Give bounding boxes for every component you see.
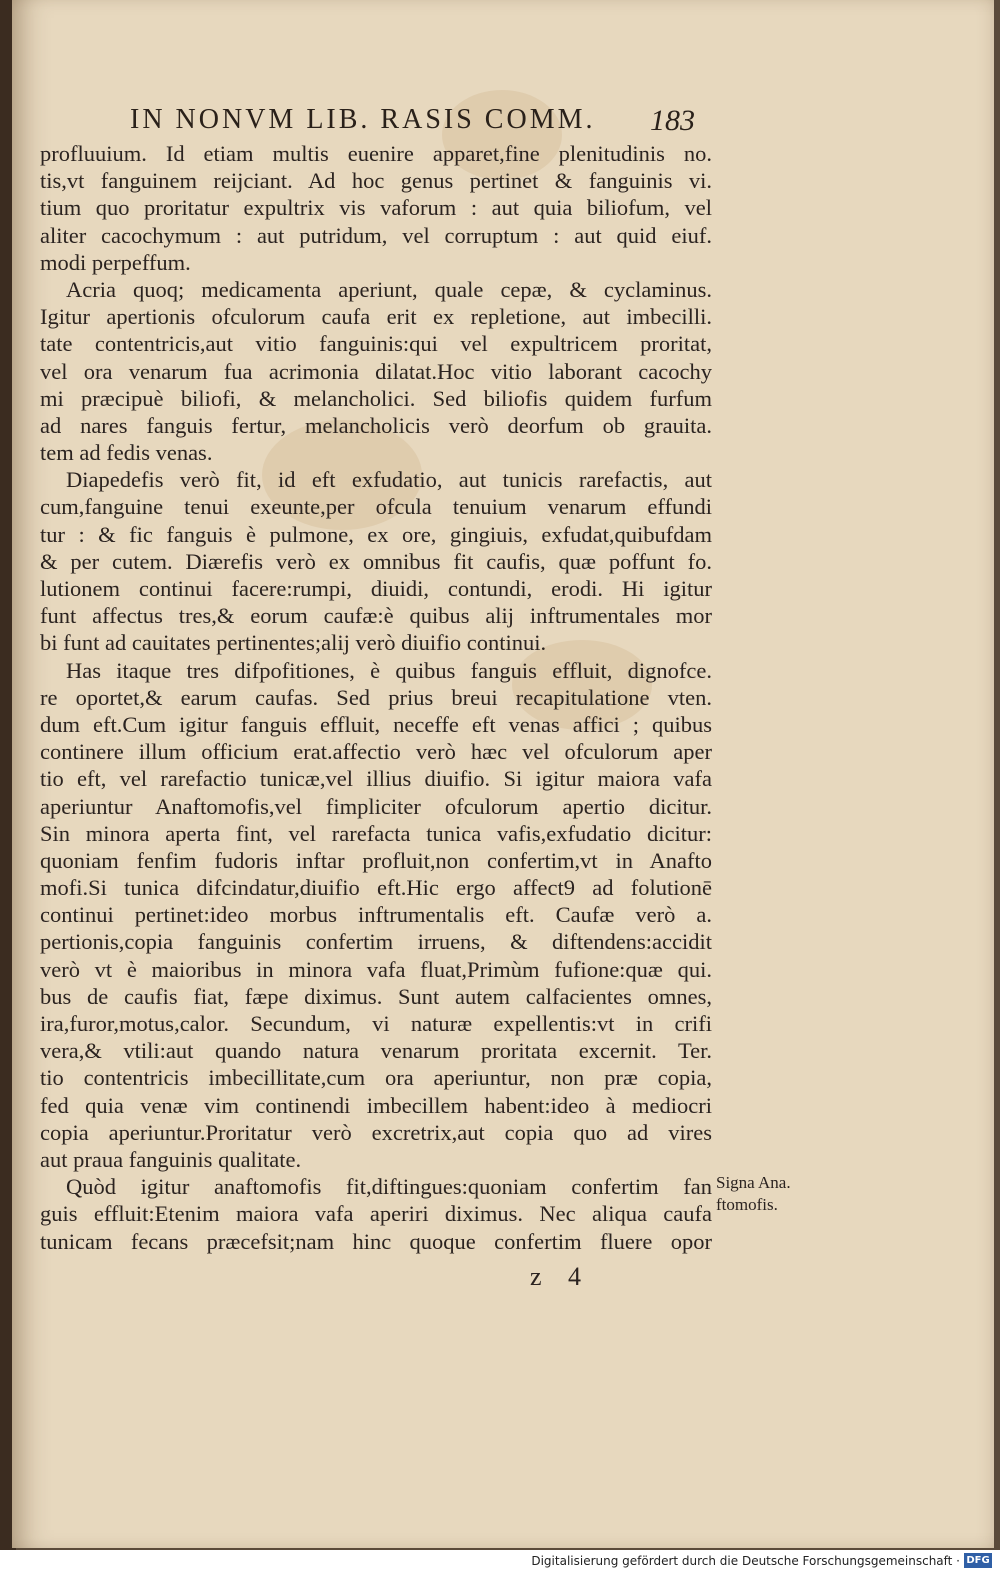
- text-line: aut praua fanguinis qualitate.: [40, 1146, 302, 1172]
- text-line: Has itaque tres difpofitiones, è quibus fanguis effluit, dignofce.: [66, 657, 712, 683]
- funding-credit: Digitalisierung gefördert durch die Deutsche Forschungsgemeinschaft ·: [531, 1554, 960, 1568]
- text-line: aperiuntur Anaftomofis,vel fimpliciter ofculorum apertio dicitur.: [40, 793, 712, 819]
- margin-note-line: Signa Ana.: [716, 1173, 791, 1192]
- text-line: cum,fanguine tenui exeunte,per ofcula tenuium venarum effundi: [40, 494, 712, 520]
- running-title: IN NONVM LIB. RASIS COMM.: [130, 104, 596, 135]
- text-line: continere illum officium erat.affectio verò hæc vel ofculorum aper: [40, 739, 712, 765]
- dfg-logo: DFG: [964, 1553, 992, 1568]
- text-line: tem ad fedis venas.: [40, 440, 213, 466]
- text-line: tate contentricis,aut vitio fanguinis:qui vel expultricem proritat,: [40, 331, 712, 357]
- text-line: continui pertinet:ideo morbus inftrumentalis eft. Caufæ verò a.: [40, 902, 712, 928]
- text-line: guis effluit:Etenim maiora vafa aperiri diximus. Nec aliqua caufa: [40, 1201, 712, 1227]
- text-line: tis,vt fanguinem reijciant. Ad hoc genus pertinet & fanguinis vi.: [40, 168, 712, 194]
- text-line: dum eft.Cum igitur fanguis effluit, neceffe eft venas affici ; quibus: [40, 711, 712, 737]
- text-line: bi funt ad cauitates pertinentes;alij verò diuifio continui.: [40, 630, 547, 656]
- margin-note: [716, 1172, 826, 1216]
- text-line: Sin minora aperta fint, vel rarefacta tunica vafis,exfudatio dicitur:: [40, 820, 712, 846]
- margin-note-line: ftomofis.: [716, 1195, 778, 1214]
- text-line: ad nares fanguis fertur, melancholicis verò deorfum ob grauita.: [40, 412, 712, 438]
- signature-mark: z 4: [530, 1262, 592, 1291]
- text-line: Acria quoq; medicamenta aperiunt, quale cepæ, & cyclaminus.: [66, 276, 712, 302]
- folio-number: 183: [650, 104, 695, 137]
- text-line: profluuium. Id etiam multis euenire apparet,fine plenitudinis no.: [40, 141, 712, 166]
- text-line: modi perpeffum.: [40, 249, 191, 275]
- text-line: tio contentricis imbecillitate,cum ora aperiuntur, non præ copia,: [40, 1065, 712, 1091]
- text-line: verò vt è maioribus in minora vafa fluat,Primùm fufione:quæ qui.: [40, 956, 712, 982]
- body-text: [40, 140, 720, 1255]
- text-line: Igitur apertionis ofculorum caufa erit ex repletione, aut imbecilli.: [40, 304, 712, 330]
- text-line: lutionem continui facere:rumpi, diuidi, contundi, erodi. Hi igitur: [40, 576, 712, 601]
- text-line: tio eft, vel rarefactio tunicæ,vel illius diuifio. Si igitur maiora vafa: [40, 766, 712, 792]
- text-line: tium quo proritatur expultrix vis vaforum : aut quia biliofum, vel: [40, 195, 712, 221]
- text-line: re oportet,& earum caufas. Sed prius breui recapitulatione vten.: [40, 684, 712, 710]
- text-line: Quòd igitur anaftomofis fit,diftingues:quoniam confertim fan: [66, 1174, 712, 1200]
- text-line: fed quia venæ vim continendi imbecillem habent:ideo à mediocri: [40, 1092, 712, 1118]
- text-line: funt affectus tres,& eorum caufæ:è quibus alij inftrumentales mor: [40, 603, 712, 629]
- text-line: copia aperiuntur.Proritatur verò excretrix,aut copia quo ad vires: [40, 1119, 712, 1145]
- text-line: vera,& vtili:aut quando natura venarum proritata excernit. Ter.: [40, 1038, 712, 1064]
- text-line: aliter cacochymum : aut putridum, vel corruptum : aut quid eiuf.: [40, 222, 712, 248]
- text-line: mofi.Si tunica difcindatur,diuifio eft.Hic ergo affect9 ad folutionē: [40, 875, 712, 901]
- text-line: pertionis,copia fanguinis confertim irruens, & diftendens:accidit: [40, 929, 712, 955]
- text-line: Diapedefis verò fit, id eft exfudatio, aut tunicis rarefactis, aut: [66, 467, 712, 493]
- text-line: & per cutem. Diærefis verò ex omnibus fit caufis, quæ poffunt fo.: [40, 548, 712, 574]
- text-line: ira,furor,motus,calor. Secundum, vi naturæ expellentis:vt in crifi: [40, 1011, 712, 1036]
- text-line: quoniam fenfim fudoris inftar profluit,non confertim,vt in Anafto: [40, 847, 712, 873]
- text-line: vel ora venarum fua acrimonia dilatat.Hoc vitio laborant cacochy: [40, 358, 712, 384]
- text-line: mi præcipuè biliofi, & melancholici. Sed biliofis quidem furfum: [40, 385, 712, 411]
- text-line: tunicam fecans præcefsit;nam hinc quoque confertim fluere opor: [40, 1228, 712, 1254]
- text-line: tur : & fic fanguis è pulmone, ex ore, gingiuis, exfudat,quibufdam: [40, 521, 712, 547]
- text-line: bus de caufis fiat, fæpe diximus. Sunt autem calfacientes omnes,: [40, 983, 712, 1009]
